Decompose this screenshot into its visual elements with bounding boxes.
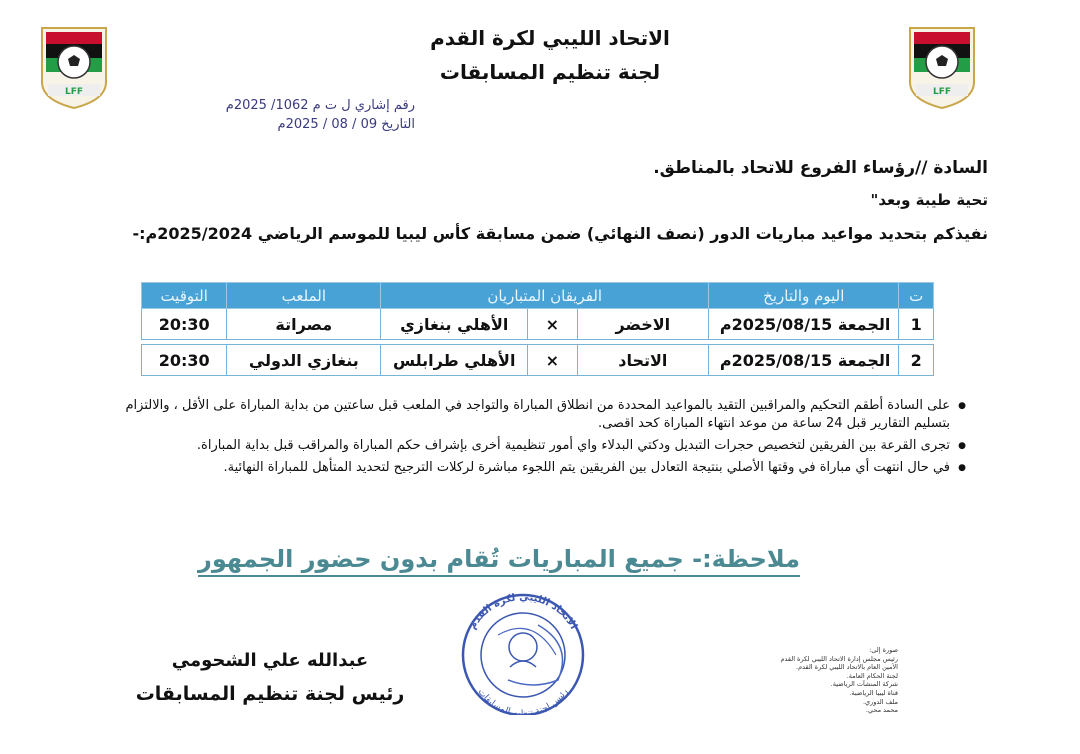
- copies-item: رئيس مجلس إدارة الاتحاد الليبي لكرة القدم: [780, 654, 898, 663]
- svg-text:LFF: LFF: [64, 87, 84, 97]
- copies-item: الأمين العام بالاتحاد الليبي لكرة القدم.: [796, 663, 898, 672]
- instruction-item: ● في حال انتهت أي مباراة في وقتها الأصلي بنتيجة التعادل بين الفريقين يتم اللجوء مباشرة لركلات الترجيح لتحديد المتأهل للمباراة النهائية.: [110, 459, 950, 477]
- row-team1: الاخضر: [577, 309, 709, 340]
- federation-logo-left: [38, 24, 110, 110]
- copies-item: قناة ليبيا الرياضية.: [849, 688, 898, 697]
- header-date: اليوم والتاريخ: [709, 283, 899, 309]
- match-schedule-table: [141, 282, 934, 376]
- addressee: السادة //رؤساء الفروع للاتحاد بالمناطق.: [653, 158, 988, 178]
- committee-title: لجنة تنظيم المسابقات: [439, 60, 661, 84]
- row-vs: ×: [528, 345, 577, 376]
- letter-date: التاريخ 09 / 08 / 2025م: [277, 117, 415, 132]
- copies-item: صورة إلى:: [869, 646, 898, 654]
- copies-item: لجنة الحكام العامة.: [846, 671, 898, 680]
- instructions-list: [110, 397, 968, 481]
- signatory-title: رئيس لجنة تنظيم المسابقات: [135, 683, 405, 705]
- header-stadium: الملعب: [227, 283, 381, 309]
- row-date: الجمعة 2025/08/15م: [709, 309, 899, 340]
- signatory-name: عبدالله علي الشحومي: [171, 650, 369, 671]
- reference-number: رقم إشاري ل ت م 1062/ 2025م: [225, 98, 415, 113]
- table-row: [142, 309, 934, 340]
- instruction-item: ● على السادة أطقم التحكيم والمراقبين التقيد بالمواعيد المحددة من انطلاق المباراة والتواجد في الملعب قبل ساعتين من بداية المباراة على الأقل ، والالتزام بتسليم التقارير قبل 24 ساعة من موعد انتهاء المباراة كحد اقصى.: [110, 397, 950, 433]
- federation-title: الاتحاد الليبي لكرة القدم: [430, 26, 670, 50]
- row-stadium: مصراتة: [227, 309, 381, 340]
- row-stadium: بنغازي الدولي: [227, 345, 381, 376]
- copies-list: [778, 646, 898, 715]
- table-header-row: [142, 283, 934, 309]
- row-team2: الأهلي طرابلس: [381, 345, 528, 376]
- copies-item: شركة المنشآت الرياضية.: [830, 680, 898, 689]
- row-num: 2: [899, 345, 934, 376]
- header-time: التوقيت: [142, 283, 227, 309]
- copies-item: محمد محي.: [865, 706, 898, 715]
- row-time: 20:30: [142, 309, 227, 340]
- instruction-item: ● تجرى القرعة بين الفريقين لتخصيص حجرات التبديل ودكتي البدلاء واي أمور تنظيمية أخرى بإشراف حكم المباراة والمراقب قبل بداية المباراة.: [110, 437, 950, 455]
- row-date: الجمعة 2025/08/15م: [709, 345, 899, 376]
- svg-text:LFF: LFF: [932, 87, 952, 97]
- svg-text:رئيس لجنة تنظيم المسابقات: رئيس لجنة تنظيم المسابقات: [475, 687, 571, 715]
- svg-text:الاتحاد الليبي لكرة القدم: الاتحاد الليبي لكرة القدم: [467, 591, 579, 632]
- copies-item: ملف الدوري.: [862, 697, 898, 706]
- row-team2: الأهلي بنغازي: [381, 309, 528, 340]
- spectators-note: ملاحظة:- جميع المباريات تُقام بدون حضور الجمهور: [198, 545, 800, 577]
- row-num: 1: [899, 309, 934, 340]
- row-team1: الاتحاد: [577, 345, 709, 376]
- header-teams: الفريقان المتباريان: [381, 283, 709, 309]
- official-stamp: [438, 585, 608, 715]
- intro-line: نفيذكم بتحديد مواعيد مباريات الدور (نصف النهائي) ضمن مسابقة كأس ليبيا للموسم الرياضي 2025/2024م:-: [132, 224, 988, 243]
- row-vs: ×: [528, 309, 577, 340]
- row-time: 20:30: [142, 345, 227, 376]
- table-row: [142, 345, 934, 376]
- greeting: تحية طيبة وبعد": [870, 191, 988, 209]
- header-num: ت: [899, 283, 934, 309]
- federation-logo-right: [906, 24, 978, 110]
